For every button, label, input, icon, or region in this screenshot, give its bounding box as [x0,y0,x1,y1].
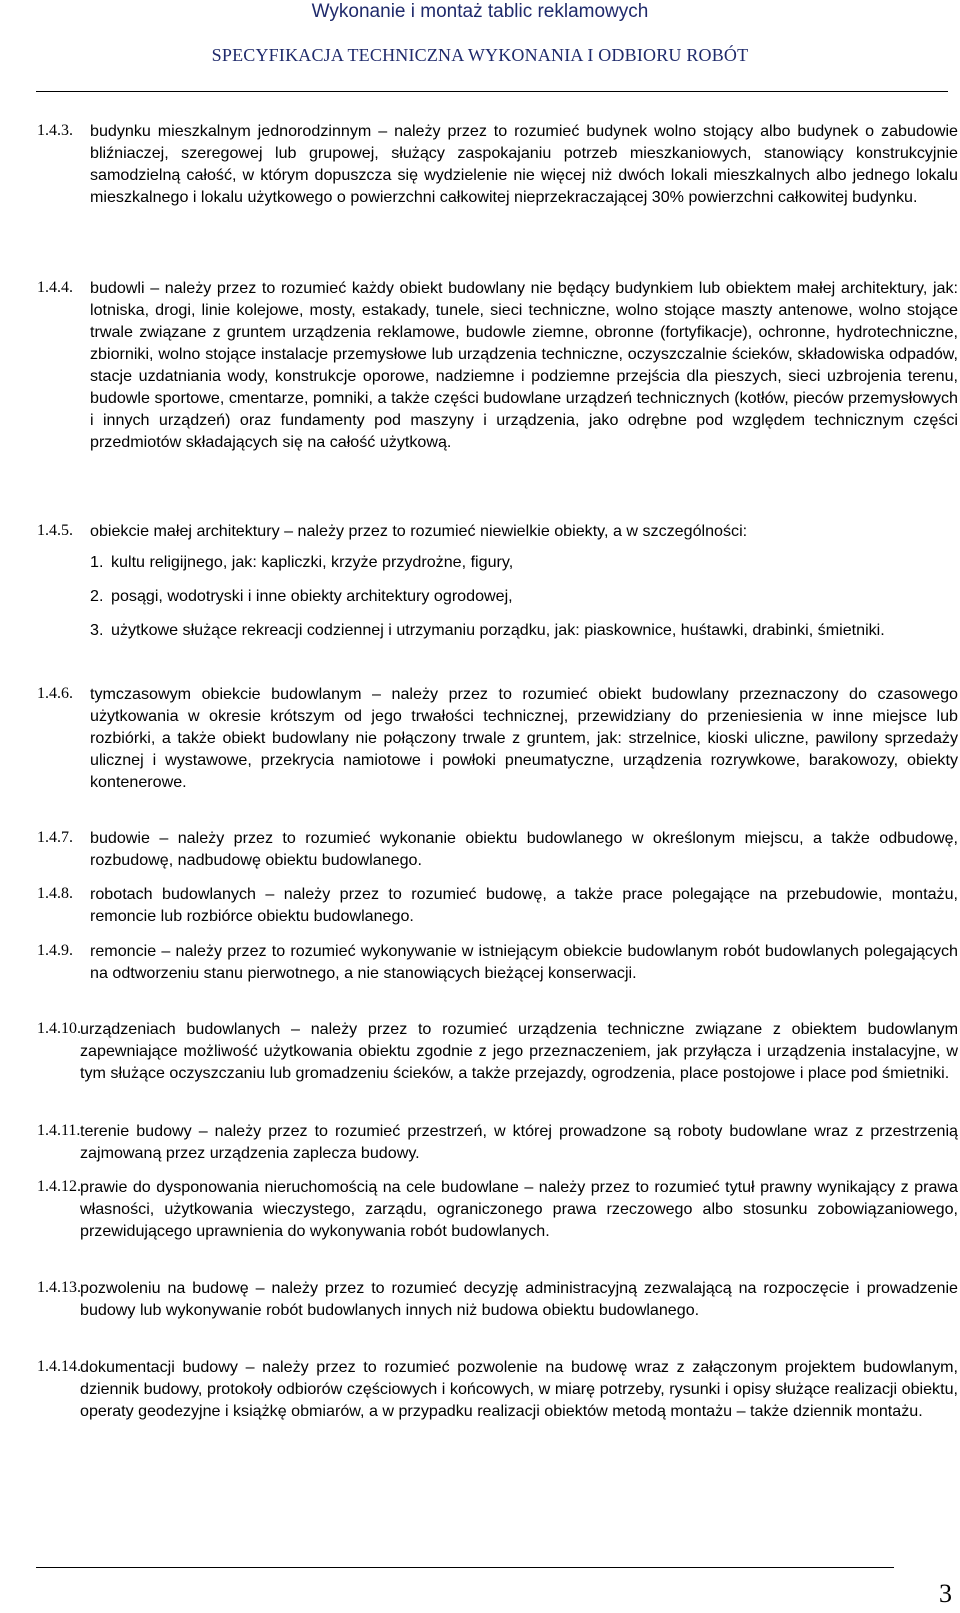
definition-number: 1.4.12. [37,1178,81,1195]
definition-text: remoncie – należy przez to rozumieć wykonywanie w istniejącym obiekcie budowlanym robót budowlanych polegających na odtworzeniu stanu pierwotnego, a nie stanowiących bieżącej konserwacji. [90,942,958,982]
list-item-text: kultu religijnego, jak: kapliczki, krzyże przydrożne, figury, [111,553,514,571]
definition-text: dokumentacji budowy – należy przez to rozumieć pozwolenie na budowę wraz z załączonym projektem budowlanym, dziennik budowy, protokoły odbiorów częściowych i końcowych, w miarę potrzeby, rysunki i opisy służące realizacji obiektu, operaty geodezyjne i książkę obmiarów, a w przypadku realizacji obiektów metodą montażu – także dziennik montażu. [80,1358,958,1420]
list-item-text: posągi, wodotryski i inne obiekty architektury ogrodowej, [111,587,513,605]
list-item-text: użytkowe służące rekreacji codziennej i utrzymaniu porządku, jak: piaskownice, huśtawki, drabinki, śmietniki. [111,621,885,639]
footer-divider [36,1567,894,1568]
definition-text: budowie – należy przez to rozumieć wykonanie obiektu budowlanego w określonym miejscu, a także odbudowę, rozbudowę, nadbudowę obiektu budowlanego. [90,829,958,869]
list-item-number: 2. [90,587,104,605]
definition-number: 1.4.11. [37,1122,81,1139]
definition-text: pozwoleniu na budowę – należy przez to rozumieć decyzję administracyjną zezwalającą na rozpoczęcie i prowadzenie budowy lub wykonywanie robót budowlanych innych niż budowa obiektu budowlanego. [80,1279,958,1319]
header-subtitle: SPECYFIKACJA TECHNICZNA WYKONANIA I ODBIORU ROBÓT [211,45,749,65]
definition-number: 1.4.9. [37,942,73,959]
definition-text: prawie do dysponowania nieruchomością na cele budowlane – należy przez to rozumieć tytuł prawny wynikający z prawa własności, użytkowania wieczystego, zarządu, ograniczonego prawa rzeczowego albo stosunku zobowiązaniowego, przewidującego uprawnienia do wykonywania robót budowlanych. [80,1178,958,1240]
definition-text: robotach budowlanych – należy przez to rozumieć budowę, a także prace polegające na przebudowie, montażu, remoncie lub rozbiórce obiektu budowlanego. [90,885,958,925]
definition-number: 1.4.7. [37,829,73,846]
list-item-number: 3. [90,621,104,639]
definition-text: terenie budowy – należy przez to rozumieć przestrzeń, w której prowadzone są roboty budowlane wraz z przestrzenią zajmowaną przez urządzenia zaplecza budowy. [80,1122,958,1162]
page-number: 3 [939,1579,952,1608]
header-title: Wykonanie i montaż tablic reklamowych [311,1,649,22]
definition-number: 1.4.3. [37,122,73,139]
definition-number: 1.4.13. [37,1279,81,1296]
definition-text: obiekcie małej architektury – należy przez to rozumieć niewielkie obiekty, a w szczególności: [90,522,748,540]
definition-number: 1.4.6. [37,685,73,702]
definition-text: tymczasowym obiekcie budowlanym – należy przez to rozumieć obiekt budowlany przeznaczony do czasowego użytkowania w okresie krótszym od jego trwałości technicznej, przewidziany do przeniesienia w inne miejsce lub rozbiórki, a także obiekt budowlany nie połączony trwale z gruntem, jak: strzelnice, kioski uliczne, pawilony sprzedaży ulicznej i wystawowe, przekrycia namiotowe i powłoki pneumatyczne, urządzenia rozrywkowe, barakowozy, obiekty kontenerowe. [90,685,958,791]
list-item-number: 1. [90,553,104,571]
definition-text: budowli – należy przez to rozumieć każdy obiekt budowlany nie będący budynkiem lub obiektem małej architektury, jak: lotniska, drogi, linie kolejowe, mosty, estakady, tunele, sieci techniczne, wolno stojące maszty antenowe, wolno stojące trwale związane z gruntem urządzenia reklamowe, budowle ziemne, obronne (fortyfikacje), ochronne, hydrotechniczne, zbiorniki, wolno stojące instalacje przemysłowe lub urządzenia techniczne, oczyszczalnie ścieków, składowiska odpadów, stacje uzdatniania wody, konstrukcje oporowe, nadziemne i podziemne przejścia dla pieszych, sieci uzbrojenia terenu, budowle sportowe, cmentarze, pomniki, a także części budowlane urządzeń technicznych (kotłów, pieców przemysłowych i innych urządzeń) oraz fundamenty pod maszyny i urządzenia, jako odrębne pod względem technicznym części przedmiotów składających się na całość użytkową. [90,279,958,451]
definition-text: urządzeniach budowlanych – należy przez to rozumieć urządzenia techniczne związane z obiektem budowlanym zapewniające możliwość użytkowania obiektu zgodnie z jego przeznaczeniem, jak przyłącza i urządzenia instalacyjne, w tym służące oczyszczaniu lub gromadzeniu ścieków, a także przejazdy, ogrodzenia, place postojowe i place pod śmietniki. [80,1020,958,1082]
definition-number: 1.4.14. [37,1358,81,1375]
definition-number: 1.4.5. [37,522,73,539]
definition-number: 1.4.10. [37,1020,81,1037]
definition-text: budynku mieszkalnym jednorodzinnym – należy przez to rozumieć budynek wolno stojący albo budynek o zabudowie bliźniaczej, szeregowej lub grupowej, służący zaspokajaniu potrzeb mieszkaniowych, stanowiący konstrukcyjnie samodzielną całość, w którym dopuszcza się wydzielenie nie więcej niż dwóch lokali mieszkalnych albo jednego lokalu mieszkalnego i lokalu użytkowego o powierzchni całkowitej nieprzekraczającej 30% powierzchni całkowitej budynku. [90,122,958,206]
definition-number: 1.4.4. [37,279,73,296]
header-divider [36,91,948,92]
definition-number: 1.4.8. [37,885,73,902]
